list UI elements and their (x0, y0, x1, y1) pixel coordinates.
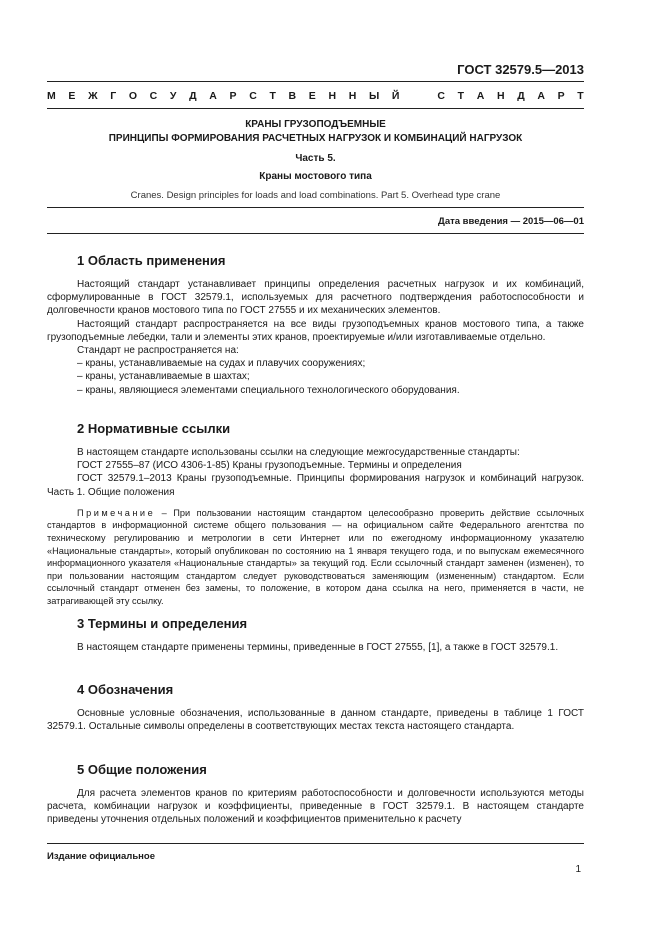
banner-letter: М (47, 90, 56, 102)
section-terms (47, 616, 584, 654)
title-line-1: КРАНЫ ГРУЗОПОДЪЕМНЫЕ (245, 119, 386, 130)
banner-letter: Р (229, 90, 237, 102)
banner-letter: Н (348, 90, 357, 102)
banner-letter: Е (68, 90, 76, 102)
banner-letter: Д (189, 90, 197, 102)
note-label: Примечание (77, 507, 156, 518)
banner-letter: Й (391, 90, 400, 102)
banner-letter: Ж (88, 90, 98, 102)
effective-date: Дата введения — 2015—06—01 (438, 216, 584, 227)
banner-letter: С (249, 90, 257, 102)
english-title: Cranes. Design principles for loads and load combinations. Part 5. Overhead type crane (130, 190, 501, 201)
banner-letter: Д (517, 90, 525, 102)
part-number: Часть 5. (295, 153, 336, 164)
title-rule (47, 207, 584, 208)
list-item: – краны, являющиеся элементами специального технологического оборудования. (77, 384, 460, 396)
paragraph: Стандарт не распространяется на: (77, 345, 239, 357)
page-number: 1 (575, 864, 581, 875)
section-heading: 1 Область применения (77, 253, 226, 268)
official-edition-label: Издание официальное (47, 851, 155, 862)
banner-letter: В (288, 90, 297, 102)
section-heading: 5 Общие положения (77, 762, 207, 777)
banner-letter: Г (110, 90, 117, 102)
banner-letter: А (209, 90, 217, 102)
banner-letter: А (476, 90, 485, 102)
reference-item: ГОСТ 27555–87 (ИСО 4306-1-85) Краны грузоподъемные. Термины и определения (77, 460, 462, 472)
section-symbols (47, 682, 584, 733)
banner-letter: Н (496, 90, 505, 102)
banner-letter: Н (328, 90, 337, 102)
paragraph: В настоящем стандарте применены термины, приведенные в ГОСТ 27555, [1], а также в ГОСТ 32579.1. (77, 642, 559, 653)
banner-letter: А (537, 90, 545, 102)
note-text: – При пользовании настоящим стандартом целесообразно проверить действие ссылочных стандартов в информационной системе общего пользования — на официальном сайте Федерального агентства по техническому регулированию и метрологии в сети Интернет или по ежегодному информационному указателю «Национальные стандарты», который опубликован по состоянию на 1 января текущего года, и по выпускам ежемесячного информационного указателя «Национальные стандарты» за текущий год. Если ссылочный стандарт заменен (изменен), то при пользовании настоящим стандартом следует руководствоваться заменяющим (измененным) стандартом. Если ссылочный стандарт отменен без замены, то положение, в котором дана ссылка на него, применяется в части, не затрагивающей эту ссылку. (47, 507, 584, 606)
section-heading: 3 Термины и определения (77, 616, 248, 631)
banner-letter: Ы (368, 90, 380, 102)
reference-item: ГОСТ 32579.1–2013 Краны грузоподъемные. Принципы формирования нагрузок и комбинаций нагрузок. Часть 1. Общие положения (47, 473, 584, 498)
section-heading: 4 Обозначения (77, 682, 174, 697)
banner-letter: Т (269, 90, 276, 102)
banner-rule (47, 108, 584, 109)
banner-letter: Р (557, 90, 565, 102)
section-normative-references (47, 421, 584, 608)
note (47, 507, 584, 608)
standard-code: ГОСТ 32579.5—2013 (457, 62, 584, 77)
banner-letter: Т (577, 90, 584, 102)
date-rule (47, 233, 584, 234)
interstate-standard-banner (47, 90, 584, 102)
section-scope (47, 253, 584, 397)
paragraph: Для расчета элементов кранов по критериям работоспособности и долговечности используются методы расчета, комбинации нагрузок и коэффициенты, приведенные в ГОСТ 32579.1. В настоящем стандарте приведены уточнения отдельных положений и коэффициентов применительно к расчету (47, 788, 584, 826)
list-item: – краны, устанавливаемые в шахтах; (77, 371, 250, 383)
footer-rule (47, 843, 584, 844)
paragraph: Основные условные обозначения, использованные в данном стандарте, приведены в таблице 1 ГОСТ 32579.1. Остальные символы определены в соответствующих местах текста настоящего стандарта. (47, 708, 584, 733)
banner-letter: Е (308, 90, 316, 102)
banner-letter: О (128, 90, 138, 102)
banner-letter: С (149, 90, 158, 102)
top-rule (47, 81, 584, 82)
banner-letter: У (169, 90, 177, 102)
banner-letter: Т (457, 90, 465, 102)
list-item: – краны, устанавливаемые на судах и плавучих сооружениях; (77, 358, 366, 370)
title-line-2: ПРИНЦИПЫ ФОРМИРОВАНИЯ РАСЧЕТНЫХ НАГРУЗОК И КОМБИНАЦИЙ НАГРУЗОК (108, 133, 523, 144)
section-heading: 2 Нормативные ссылки (77, 421, 231, 436)
paragraph: Настоящий стандарт распространяется на все виды грузоподъемных кранов мостового типа, а также грузоподъемные лебедки, тали и элементы этих кранов, проектируемые и/или изготавливаемые отдельно. (47, 318, 584, 343)
banner-letter: С (437, 90, 445, 102)
section-general (47, 762, 584, 827)
paragraph: В настоящем стандарте использованы ссылки на следующие межгосударственные стандарты: (77, 447, 520, 458)
subtitle: Краны мостового типа (259, 171, 372, 182)
paragraph: Настоящий стандарт устанавливает принципы определения расчетных нагрузок и их комбинаций, сформулированные в ГОСТ 32579.1, используемых для расчетного подтверждения работоспособности и долговечности кранов мостового типа по ГОСТ 27555 и их механических элементов. (47, 279, 584, 317)
